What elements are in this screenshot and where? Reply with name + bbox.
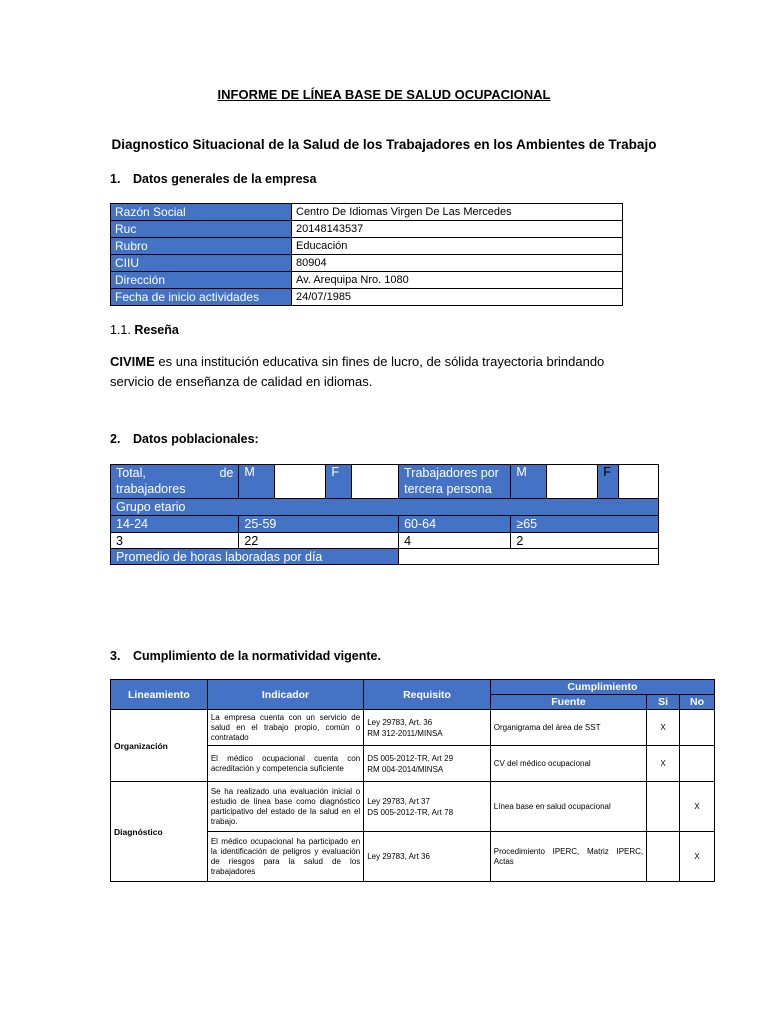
- requisito-line: RM 004-2014/MINSA: [367, 764, 444, 774]
- table-row: [111, 255, 623, 272]
- total-label-word-1: Total,: [116, 466, 146, 480]
- fuente-cell: Línea base en salud ocupacional: [490, 782, 646, 832]
- age-group-label: 25-59: [239, 516, 399, 533]
- company-label: Rubro: [111, 238, 292, 255]
- si-cell: X: [647, 710, 680, 746]
- company-value: Educación: [292, 238, 623, 255]
- section-3-title: Cumplimiento de la normatividad vigente.: [133, 649, 381, 663]
- requisito-cell: [364, 710, 491, 746]
- section-1-1-title: Reseña: [134, 323, 179, 337]
- hours-value: [399, 549, 659, 565]
- company-description: [110, 352, 670, 392]
- table-row: [111, 549, 659, 565]
- si-cell: [647, 832, 680, 882]
- table-row: [111, 221, 623, 238]
- description-text-1: es una institución educativa sin fines de lucro, de sólida trayectoria brindando: [154, 354, 605, 369]
- table-row: [111, 710, 715, 746]
- no-cell: [680, 710, 715, 746]
- total-label-word-3: trabajadores: [116, 482, 186, 496]
- section-1-1-heading: [110, 323, 179, 337]
- si-cell: X: [647, 746, 680, 782]
- age-group-label: 14-24: [111, 516, 239, 533]
- requisito-cell: [364, 832, 491, 882]
- company-label: CIIU: [111, 255, 292, 272]
- table-row: [111, 499, 659, 516]
- company-value: 24/07/1985: [292, 289, 623, 306]
- section-2-heading: [110, 432, 259, 446]
- company-label: Dirección: [111, 272, 292, 289]
- section-1-title: Datos generales de la empresa: [133, 172, 317, 186]
- total-f-value: [351, 465, 399, 499]
- requisito-cell: [364, 746, 491, 782]
- header-cumplimiento: Cumplimiento: [490, 680, 714, 695]
- lineamiento-cell: Diagnóstico: [111, 782, 208, 882]
- indicador-cell: Se ha realizado una evaluación inicial o estudio de línea base como diagnóstico participativo del estado de la salud en el trabajo.: [207, 782, 363, 832]
- no-cell: [680, 746, 715, 782]
- table-row: [111, 782, 715, 832]
- section-1-heading: [110, 172, 316, 186]
- requisito-line: Ley 29783, Art. 36: [367, 717, 433, 727]
- requisito-line: Ley 29783, Art 36: [367, 852, 430, 861]
- document-title: INFORME DE LÍNEA BASE DE SALUD OCUPACIONAL: [217, 87, 551, 102]
- indicador-cell: El médico ocupacional ha participado en la identificación de peligros y evaluación de riesgos para la salud de los trabajadores: [207, 832, 363, 882]
- company-label: Razón Social: [111, 204, 292, 221]
- table-row: [111, 289, 623, 306]
- description-brand: CIVIME: [110, 354, 155, 369]
- section-3-number: 3.: [110, 649, 121, 663]
- table-row: [111, 272, 623, 289]
- requisito-line: Ley 29783, Art 37: [367, 796, 430, 806]
- table-row: [111, 465, 659, 499]
- age-group-value: 4: [399, 533, 511, 549]
- third-m-value: [546, 465, 598, 499]
- third-party-label: [399, 465, 511, 499]
- total-f-label: F: [326, 465, 351, 499]
- population-table: [110, 464, 659, 565]
- section-2-number: 2.: [110, 432, 121, 446]
- third-f-label: F: [598, 465, 619, 499]
- table-row: [111, 204, 623, 221]
- table-row: [111, 516, 659, 533]
- table-row: [111, 680, 715, 695]
- total-m-value: [274, 465, 326, 499]
- age-group-label: ≥65: [511, 516, 659, 533]
- company-value: Centro De Idiomas Virgen De Las Mercedes: [292, 204, 623, 221]
- lineamiento-cell: Organización: [111, 710, 208, 782]
- header-indicador: Indicador: [207, 680, 363, 710]
- company-value: Av. Arequipa Nro. 1080: [292, 272, 623, 289]
- header-lineamiento: Lineamiento: [111, 680, 208, 710]
- age-group-value: 22: [239, 533, 399, 549]
- fuente-cell: Organigrama del área de SST: [490, 710, 646, 746]
- indicador-cell: El médico ocupacional cuenta con acreditación y competencia suficiente: [207, 746, 363, 782]
- total-workers-label: [111, 465, 239, 499]
- total-label-word-2: de: [219, 466, 234, 480]
- description-line-1: [110, 352, 670, 372]
- no-cell: X: [680, 832, 715, 882]
- third-f-value: [619, 465, 659, 499]
- company-value: 80904: [292, 255, 623, 272]
- section-1-number: 1.: [110, 172, 121, 186]
- requisito-line: DS 005-2012-TR, Art 78: [367, 807, 454, 817]
- table-row: [111, 238, 623, 255]
- company-label: Ruc: [111, 221, 292, 238]
- si-cell: [647, 782, 680, 832]
- header-no: No: [680, 695, 715, 710]
- third-label-line-1: Trabajadores por: [404, 466, 499, 480]
- age-group-label: 60-64: [399, 516, 511, 533]
- indicador-cell: La empresa cuenta con un servicio de salud en el trabajo propio, común o contratado: [207, 710, 363, 746]
- requisito-line: RM 312-2011/MINSA: [367, 728, 443, 738]
- fuente-cell: CV del médico ocupacional: [490, 746, 646, 782]
- document-subtitle: Diagnostico Situacional de la Salud de los Trabajadores en los Ambientes de Trabajo: [111, 137, 657, 152]
- company-value: 20148143537: [292, 221, 623, 238]
- header-requisito: Requisito: [364, 680, 491, 710]
- compliance-table: [110, 679, 715, 882]
- company-label: Fecha de inicio actividades: [111, 289, 292, 306]
- age-group-value: 3: [111, 533, 239, 549]
- requisito-line: DS 005-2012-TR, Art 29: [367, 753, 454, 763]
- description-text-2: servicio de enseñanza de calidad en idiomas.: [110, 374, 373, 389]
- section-1-1-number: 1.1.: [110, 323, 131, 337]
- requisito-cell: [364, 782, 491, 832]
- age-group-value: 2: [511, 533, 659, 549]
- hours-label: Promedio de horas laboradas por día: [111, 549, 399, 565]
- total-m-label: M: [239, 465, 274, 499]
- no-cell: X: [680, 782, 715, 832]
- company-data-table: [110, 203, 623, 306]
- fuente-cell: Procedimiento IPERC, Matriz IPERC, Actas: [490, 832, 646, 882]
- third-m-label: M: [511, 465, 546, 499]
- header-si: Si: [647, 695, 680, 710]
- header-fuente: Fuente: [490, 695, 646, 710]
- section-2-title: Datos poblacionales:: [133, 432, 259, 446]
- total-label-line: [116, 465, 233, 481]
- age-group-header: Grupo etario: [111, 499, 659, 516]
- section-3-heading: [110, 649, 381, 663]
- third-label-line-2: tercera persona: [404, 482, 492, 496]
- table-row: [111, 533, 659, 549]
